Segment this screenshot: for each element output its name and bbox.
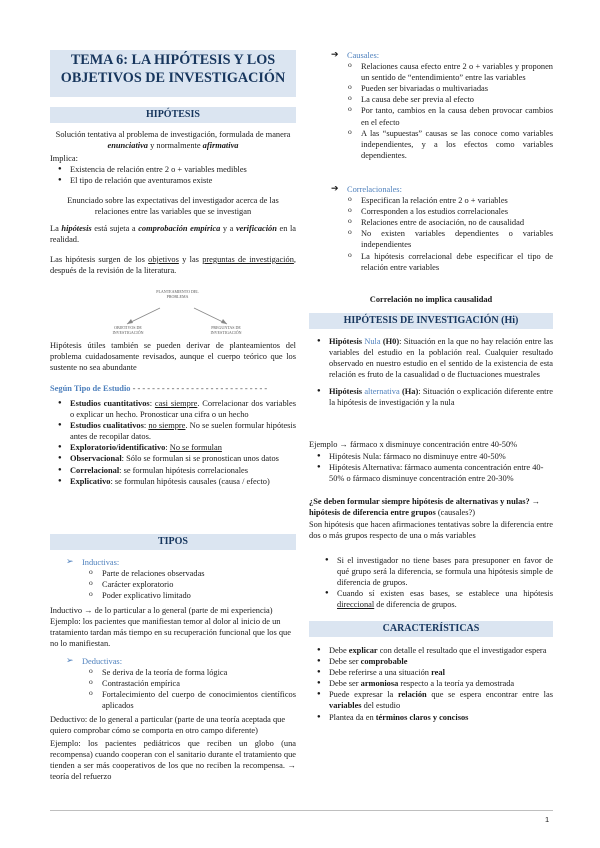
sujeta-paragraph: La hipótesis está sujeta a comprobación empírica y a verificación en la realidad. xyxy=(50,224,296,245)
list-item: o Carácter exploratorio xyxy=(88,579,296,590)
list-item: ● Plantea da en términos claros y concisos xyxy=(315,712,553,723)
list-item: ● Correlacional: se formulan hipótesis correlacionales xyxy=(56,465,296,476)
hi-list xyxy=(315,336,553,409)
segun-tipo-heading: Según Tipo de Estudio - - - - - - - - - - - - - - - - - - - - - - - - - - - - xyxy=(50,384,268,393)
deductivo-text: Deductivo: de lo general a particular (parte de una teoría aceptada que quiero comprobar cómo se comporta en otro campo diferente) xyxy=(50,715,286,736)
diagram-top-node: PLANTEAMIENTO DEL PROBLEMA xyxy=(156,289,199,299)
list-item: o Pueden ser bivariadas o multivariadas xyxy=(347,83,553,94)
inductivo-ejemplo: Ejemplo: los pacientes que manifiestan temor al dolor al inicio de un tratamiento tardan más tiempo en su recuperación funcional que los que no lo manifiestan. xyxy=(50,617,291,649)
hi-pregunta: ¿Se deben formular siempre hipótesis de alternativas y nulas? → hipótesis de diferencia entre grupos (causales?) xyxy=(309,497,541,518)
list-item: ● Debe ser comprobable xyxy=(315,656,553,667)
section-hipotesis-investigacion: HIPÓTESIS DE INVESTIGACIÓN (Hi) xyxy=(309,313,553,329)
list-item: ● El tipo de relación que aventuramos existe xyxy=(56,175,296,186)
list-item: o Por tanto, cambios en la causa deben provocar cambios en el efecto xyxy=(347,105,553,127)
section-caracteristicas: CARACTERÍSTICAS xyxy=(309,621,553,637)
footer-divider xyxy=(50,810,553,811)
causales-label: Causales xyxy=(347,51,377,60)
hypothesis-source-diagram xyxy=(102,288,252,338)
list-item: o Contrastación empírica xyxy=(88,678,296,689)
list-item: ● Hipótesis Nula (H0): Situación en la que no hay relación entre las variables del estudio en la población real. Cualquier resultado observado en nuestro estudio en el sentido de la existencia de esta relación es fruto de la casualidad o de fluctuaciones muestrales xyxy=(315,336,553,380)
diagram-left-node: OBJETIVOS DE INVESTIGACIÓN xyxy=(112,325,144,335)
list-item: ● Estudios cuantitativos: casi siempre. Correlacionar dos variables o explicar un hecho. Pronosticar una cifra o un hecho xyxy=(56,398,296,420)
list-item: ● Hipótesis Nula: fármaco no disminuye entre 40-50% xyxy=(315,451,553,462)
section-hipotesis: HIPÓTESIS xyxy=(50,107,296,123)
title-line-1: TEMA 6: LA HIPÓTESIS Y LOS xyxy=(70,52,276,68)
list-item: o No existen variables dependientes o variables independientes xyxy=(347,228,553,250)
list-item: o A las “supuestas” causas se las conoce como variables independientes, y a los efectos como variables dependientes. xyxy=(347,128,553,161)
deductivo-ejemplo: Ejemplo: los pacientes pediátricos que reciben un globo (una recompensa) cuando cooperan con el sanitario durante el tratamiento que tienden a ser más cooperativos de los que no reciben la recompensa. → teoría del refuerzo xyxy=(50,739,296,782)
hi-ejemplo-list xyxy=(315,451,553,484)
list-item: o Fortalecimiento del cuerpo de conocimientos científicos aplicados xyxy=(88,689,296,711)
page-number: 1 xyxy=(545,815,550,824)
estudios-list xyxy=(56,398,296,487)
list-item: ● Cuando sí existen esas bases, se establece una hipótesis direccional de diferencia de grupos. xyxy=(323,588,553,610)
deductivas-label: Deductivas xyxy=(82,657,120,666)
surgen-paragraph: Las hipótesis surgen de los objetivos y las preguntas de investigación, después de la revisión de la literatura. xyxy=(50,255,296,276)
list-item: ● Exploratorio/identificativo: No se formulan xyxy=(56,442,296,453)
list-item: o Relaciones causa efecto entre 2 o + variables y proponen un sentido de “entendimiento” entre las variables xyxy=(347,61,553,83)
list-item: o La causa debe ser previa al efecto xyxy=(347,94,553,105)
list-item: ● Explicativo: se formulan hipótesis causales (causa / efecto) xyxy=(56,476,296,487)
correlacionales-label: Correlacionales xyxy=(347,185,400,194)
list-item: ● Si el investigador no tiene bases para presuponer en favor de qué grupo será la diferencia, se formula una hipótesis simple de diferencia de grupos. xyxy=(323,555,553,588)
enunciado-paragraph: Enunciado sobre las expectativas del investigador acerca de las relaciones entre las variables que se investigan xyxy=(67,196,279,217)
list-item: o Poder explicativo limitado xyxy=(88,590,296,601)
hi-ejemplo: Ejemplo → fármaco x disminuye concentración entre 40-50% xyxy=(309,440,518,449)
list-item: o Especifican la relación entre 2 o + variables xyxy=(347,195,553,206)
grupos-list xyxy=(323,555,553,610)
inductivas-label: Inductivas xyxy=(82,558,117,567)
title-line-2: OBJETIVOS DE INVESTIGACIÓN xyxy=(60,70,286,87)
list-item: ● Hipótesis alternativa (Ha): Situación o explicación diferente entre la hipótesis de investigación y la nula xyxy=(315,386,553,408)
hipotesis-definition: Solución tentativa al problema de investigación, formulada de manera enunciativa y normalmente afirmativa xyxy=(55,130,291,151)
list-item: o Corresponden a los estudios correlacionales xyxy=(347,206,553,217)
page-title xyxy=(50,50,296,97)
implica-block xyxy=(50,153,296,186)
diagram-right-node: PREGUNTAS DE INVESTIGACIÓN xyxy=(210,325,242,335)
list-item: o Relaciones entre de asociación, no de causalidad xyxy=(347,217,553,228)
implica-label: Implica: xyxy=(50,154,78,163)
list-item: ● Debe ser armoniosa respecto a la teoría ya demostrada xyxy=(315,678,553,689)
list-item: ● Observacional: Sólo se formulan si se pronostican unos datos xyxy=(56,453,296,464)
inductivo-text: Inductivo → de lo particular a lo general (parte de mi experiencia) xyxy=(50,606,273,615)
correlacion-note: Correlación no implica causalidad xyxy=(369,295,493,304)
list-item: ● Puede expresar la relación que se espera encontrar entre las variables del estudio xyxy=(315,689,553,711)
causales-block: ➔ Causales: o Relaciones causa efecto entre 2 o + variables y proponen un sentido de “entendimiento” entre las variables o Pueden ser bivariadas o multivariadas o La causa debe ser previa al efecto o Por tanto, cambios en la causa deben provocar cambios en el efecto o A las “supuestas” causas se las conoce como variables independientes, y a los efectos como variables dependientes. xyxy=(331,50,553,161)
inductivas-block: ➢ Inductivas: o Parte de relaciones observadas o Carácter exploratorio o Poder explicativo limitado xyxy=(66,557,296,601)
section-tipos: TIPOS xyxy=(50,534,296,550)
deductivas-block: ➢ Deductivas: o Se deriva de la teoría de forma lógica o Contrastación empírica o Fortalecimiento del cuerpo de conocimientos científicos aplicados xyxy=(66,656,296,711)
list-item: o La hipótesis correlacional debe especificar el tipo de relación entre variables xyxy=(347,251,553,273)
correlacionales-block: ➔ Correlacionales: o Especifican la relación entre 2 o + variables o Corresponden a los estudios correlacionales o Relaciones entre de asociación, no de causalidad o No existen variables dependientes o variables independientes o La hipótesis correlacional debe especificar el tipo de relación entre variables xyxy=(331,184,553,273)
caracteristicas-list xyxy=(315,645,553,723)
list-item: o Parte de relaciones observadas xyxy=(88,568,296,579)
list-item: ● Hipótesis Alternativa: fármaco aumenta concentración entre 40-50% o fármaco disminuye concentración entre 20-30% xyxy=(315,462,553,484)
list-item: ● Existencia de relación entre 2 o + variables medibles xyxy=(56,164,296,175)
list-item: o Se deriva de la teoría de forma lógica xyxy=(88,667,296,678)
list-item: ● Debe referirse a una situación real xyxy=(315,667,553,678)
utiles-paragraph: Hipótesis útiles también se pueden derivar de planteamientos del problema cuidadosamente revisados, aunque el cuerpo teórico que los sustente no sea abundante xyxy=(50,341,296,373)
list-item: ● Estudios cualitativos: no siempre. No se suelen formular hipótesis antes de recopilar datos. xyxy=(56,420,296,442)
hi-son-paragraph: Son hipótesis que hacen afirmaciones tentativas sobre la diferencia entre dos o más grupos respecto de una o más variables xyxy=(309,520,553,541)
list-item: ● Debe explicar con detalle el resultado que el investigador espera xyxy=(315,645,553,656)
